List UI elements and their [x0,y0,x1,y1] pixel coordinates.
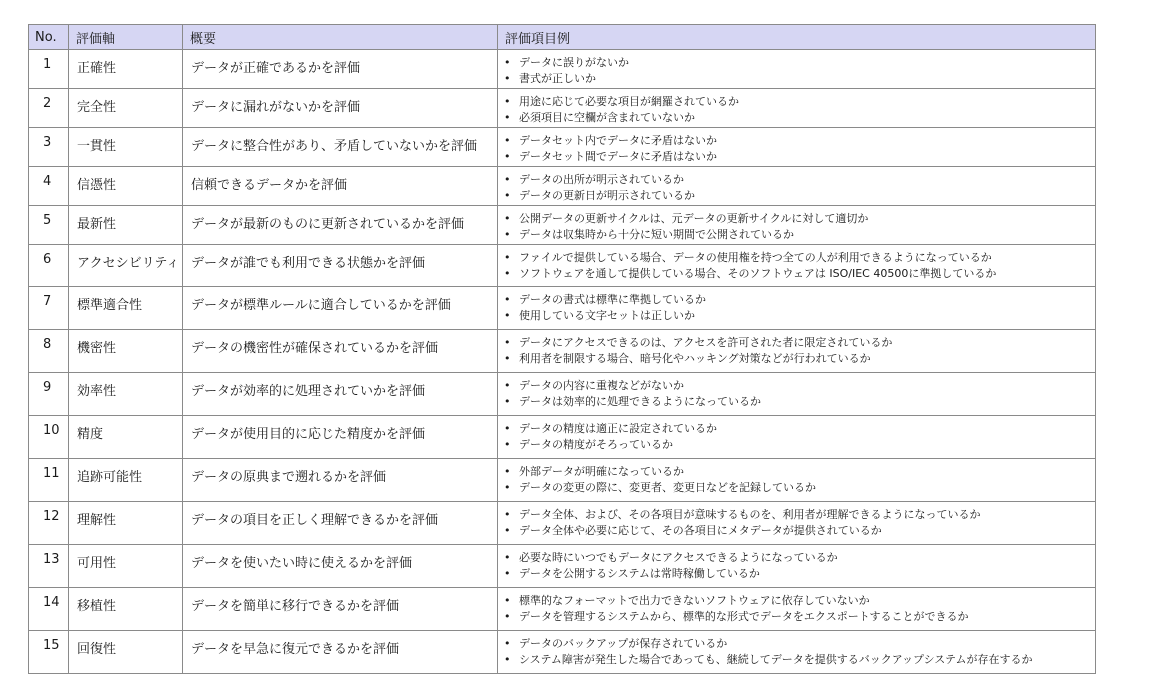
example-item: • データを公開するシステムは常時稼働しているか [504,566,1095,582]
example-item: • 使用している文字セットは正しいか [504,308,1095,324]
example-item: • データの書式は標準に準拠しているか [504,292,1095,308]
row-examples [498,330,1096,373]
row-no: 7 [29,287,69,330]
row-examples [498,245,1096,287]
row-summary: データに整合性があり、矛盾していないかを評価 [183,128,498,167]
row-no: 14 [29,588,69,631]
example-item: • 書式が正しいか [504,71,1095,87]
example-item: • データの内容に重複などがないか [504,378,1095,394]
example-item: • データの出所が明示されているか [504,172,1095,188]
row-summary: データの機密性が確保されているかを評価 [183,330,498,373]
table-row [29,459,1096,502]
row-summary: データが標準ルールに適合しているかを評価 [183,287,498,330]
row-summary: データに漏れがないかを評価 [183,89,498,128]
example-item: • データは収集時から十分に短い期間で公開されているか [504,227,1095,243]
row-examples [498,206,1096,245]
table-body [29,50,1096,674]
row-no: 8 [29,330,69,373]
row-axis: 精度 [69,416,183,459]
row-axis: 正確性 [69,50,183,89]
table-row [29,128,1096,167]
row-summary: データが最新のものに更新されているかを評価 [183,206,498,245]
row-no: 9 [29,373,69,416]
row-summary: データが正確であるかを評価 [183,50,498,89]
example-item: • データの更新日が明示されているか [504,188,1095,204]
example-item: • ソフトウェアを通して提供している場合、そのソフトウェアは ISO/IEC 40500に準拠しているか [504,266,1095,282]
table-row [29,631,1096,674]
row-axis: 機密性 [69,330,183,373]
header-axis: 評価軸 [69,25,183,50]
example-item: • システム障害が発生した場合であっても、継続してデータを提供するバックアップシステムが存在するか [504,652,1095,668]
row-examples [498,459,1096,502]
row-examples [498,502,1096,545]
example-item: • データにアクセスできるのは、アクセスを許可された者に限定されているか [504,335,1095,351]
table-row [29,545,1096,588]
header-examples: 評価項目例 [498,25,1096,50]
row-no: 10 [29,416,69,459]
row-axis: 完全性 [69,89,183,128]
row-summary: データを早急に復元できるかを評価 [183,631,498,674]
row-axis: 効率性 [69,373,183,416]
table-row [29,206,1096,245]
row-summary: データの項目を正しく理解できるかを評価 [183,502,498,545]
example-item: • 必須項目に空欄が含まれていないか [504,110,1095,126]
evaluation-table-container [28,24,1096,674]
row-axis: 理解性 [69,502,183,545]
table-row [29,167,1096,206]
row-no: 5 [29,206,69,245]
example-item: • データの精度がそろっているか [504,437,1095,453]
example-item: • 必要な時にいつでもデータにアクセスできるようになっているか [504,550,1095,566]
example-item: • 公開データの更新サイクルは、元データの更新サイクルに対して適切か [504,211,1095,227]
example-item: • データは効率的に処理できるようになっているか [504,394,1095,410]
example-item: • 利用者を制限する場合、暗号化やハッキング対策などが行われているか [504,351,1095,367]
row-axis: 追跡可能性 [69,459,183,502]
example-item: • データセット間でデータに矛盾はないか [504,149,1095,165]
table-row [29,89,1096,128]
table-row [29,287,1096,330]
table-row [29,330,1096,373]
table-row [29,50,1096,89]
row-axis: 信憑性 [69,167,183,206]
row-no: 6 [29,245,69,287]
row-no: 12 [29,502,69,545]
row-summary: データが効率的に処理されていかを評価 [183,373,498,416]
row-no: 15 [29,631,69,674]
example-item: • 標準的なフォーマットで出力できないソフトウェアに依存していないか [504,593,1095,609]
row-axis: 移植性 [69,588,183,631]
evaluation-table [28,24,1096,674]
header-no: No. [29,25,69,50]
example-item: • データを管理するシステムから、標準的な形式でデータをエクスポートすることができるか [504,609,1095,625]
row-axis: 回復性 [69,631,183,674]
row-no: 1 [29,50,69,89]
row-summary: データを使いたい時に使えるかを評価 [183,545,498,588]
row-examples [498,631,1096,674]
row-summary: 信頼できるデータかを評価 [183,167,498,206]
table-row [29,588,1096,631]
table-row [29,373,1096,416]
header-row [29,25,1096,50]
row-axis: アクセシビリティ [69,245,183,287]
example-item: • 外部データが明確になっているか [504,464,1095,480]
example-item: • データの変更の際に、変更者、変更日などを記録しているか [504,480,1095,496]
row-axis: 可用性 [69,545,183,588]
row-examples [498,416,1096,459]
row-summary: データの原典まで遡れるかを評価 [183,459,498,502]
row-summary: データが誰でも利用できる状態かを評価 [183,245,498,287]
row-axis: 一貫性 [69,128,183,167]
row-examples [498,373,1096,416]
row-examples [498,89,1096,128]
example-item: • データの精度は適正に設定されているか [504,421,1095,437]
example-item: • データのバックアップが保存されているか [504,636,1095,652]
row-examples [498,287,1096,330]
table-row [29,245,1096,287]
row-examples [498,167,1096,206]
example-item: • データ全体、および、その各項目が意味するものを、利用者が理解できるようになっているか [504,507,1095,523]
example-item: • ファイルで提供している場合、データの使用権を持つ全ての人が利用できるようになっているか [504,250,1095,266]
row-summary: データが使用目的に応じた精度かを評価 [183,416,498,459]
header-summary: 概要 [183,25,498,50]
example-item: • データに誤りがないか [504,55,1095,71]
example-item: • 用途に応じて必要な項目が網羅されているか [504,94,1095,110]
row-axis: 最新性 [69,206,183,245]
example-item: • データセット内でデータに矛盾はないか [504,133,1095,149]
row-examples [498,50,1096,89]
row-no: 3 [29,128,69,167]
row-no: 11 [29,459,69,502]
row-examples [498,545,1096,588]
row-summary: データを簡単に移行できるかを評価 [183,588,498,631]
row-no: 2 [29,89,69,128]
row-examples [498,588,1096,631]
row-examples [498,128,1096,167]
example-item: • データ全体や必要に応じて、その各項目にメタデータが提供されているか [504,523,1095,539]
row-no: 13 [29,545,69,588]
row-axis: 標準適合性 [69,287,183,330]
row-no: 4 [29,167,69,206]
table-row [29,416,1096,459]
table-row [29,502,1096,545]
